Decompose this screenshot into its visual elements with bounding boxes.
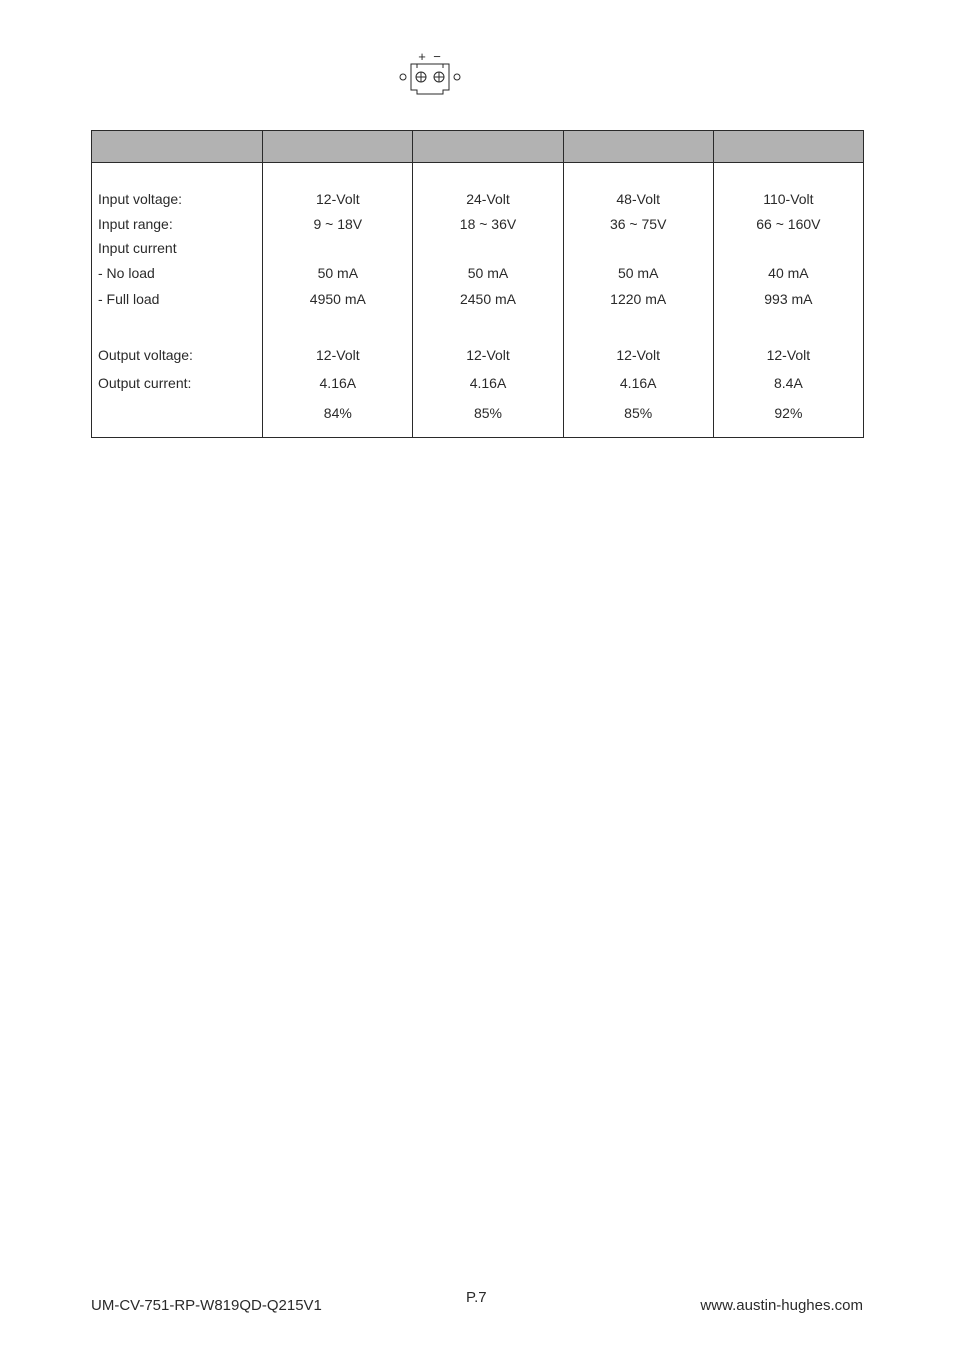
power-spec-table xyxy=(91,130,864,438)
label-output-current: Output current: xyxy=(98,375,192,391)
input-range-value: 36 ~ 75V xyxy=(609,215,667,232)
no-load-value: 50 mA xyxy=(617,264,659,281)
header-cell-12v xyxy=(263,131,413,163)
input-current-blank xyxy=(263,236,412,261)
input-range-value: 9 ~ 18V xyxy=(313,215,363,232)
full-load-value: 4950 mA xyxy=(309,291,366,307)
label-input-range: Input range: xyxy=(98,215,173,232)
output-current-value: 4.16A xyxy=(319,375,357,391)
output-current-value: 4.16A xyxy=(619,375,657,391)
input-current-blank xyxy=(413,236,562,261)
label-output-voltage: Output voltage: xyxy=(98,347,193,363)
spacer xyxy=(714,313,863,341)
label-column xyxy=(92,163,263,438)
header-cell-24v xyxy=(413,131,563,163)
efficiency-value: 92% xyxy=(774,405,803,421)
terminal-block-connector-diagram xyxy=(396,48,464,98)
input-voltage-value: 110-Volt xyxy=(763,191,814,207)
output-current-value: 8.4A xyxy=(773,375,803,391)
screw-terminal-negative xyxy=(434,72,444,82)
full-load-value: 993 mA xyxy=(764,291,813,307)
no-load-value: 50 mA xyxy=(467,264,509,281)
column-110v xyxy=(713,163,863,438)
input-current-blank xyxy=(714,236,863,261)
label-input-voltage: Input voltage: xyxy=(98,191,183,207)
label-spacer xyxy=(92,313,262,341)
mount-hole-left xyxy=(400,74,406,80)
spacer xyxy=(263,313,412,341)
spacer xyxy=(564,313,713,341)
spacer xyxy=(413,313,562,341)
full-load-value: 2450 mA xyxy=(459,291,517,307)
input-voltage-value: 12-Volt xyxy=(316,191,360,207)
column-48v xyxy=(563,163,713,438)
input-current-blank xyxy=(564,236,713,261)
efficiency-value: 85% xyxy=(473,405,503,421)
website-url: www.austin-hughes.com xyxy=(700,1297,863,1314)
page-number: P.7 xyxy=(466,1289,487,1306)
table-header-row xyxy=(92,131,864,163)
output-voltage-value: 12-Volt xyxy=(466,347,510,363)
efficiency-value: 84% xyxy=(323,405,352,421)
output-voltage-value: 12-Volt xyxy=(316,347,360,363)
plus-symbol: + xyxy=(418,49,426,64)
label-input-current: Input current xyxy=(98,240,177,256)
header-cell-48v xyxy=(563,131,713,163)
output-voltage-value: 12-Volt xyxy=(616,347,660,363)
output-voltage-value: 12-Volt xyxy=(766,347,811,363)
efficiency-value: 85% xyxy=(624,405,653,421)
column-24v xyxy=(413,163,563,438)
no-load-value: 50 mA xyxy=(317,264,359,281)
table-row xyxy=(92,163,864,438)
label-efficiency xyxy=(92,397,262,430)
header-cell-label xyxy=(92,131,263,163)
column-12v xyxy=(263,163,413,438)
header-cell-110v xyxy=(713,131,863,163)
label-full-load: - Full load xyxy=(98,291,160,307)
input-voltage-value: 24-Volt xyxy=(466,191,510,207)
full-load-value: 1220 mA xyxy=(610,291,667,307)
screw-terminal-positive xyxy=(416,72,426,82)
output-current-value: 4.16A xyxy=(469,375,507,391)
minus-symbol: − xyxy=(433,49,441,64)
input-range-value: 18 ~ 36V xyxy=(459,215,517,232)
label-no-load: - No load xyxy=(98,264,155,281)
mount-hole-right xyxy=(454,74,460,80)
input-range-value: 66 ~ 160V xyxy=(756,215,821,232)
document-code: UM-CV-751-RP-W819QD-Q215V1 xyxy=(91,1297,322,1314)
no-load-value: 40 mA xyxy=(768,264,809,281)
input-voltage-value: 48-Volt xyxy=(616,191,660,207)
